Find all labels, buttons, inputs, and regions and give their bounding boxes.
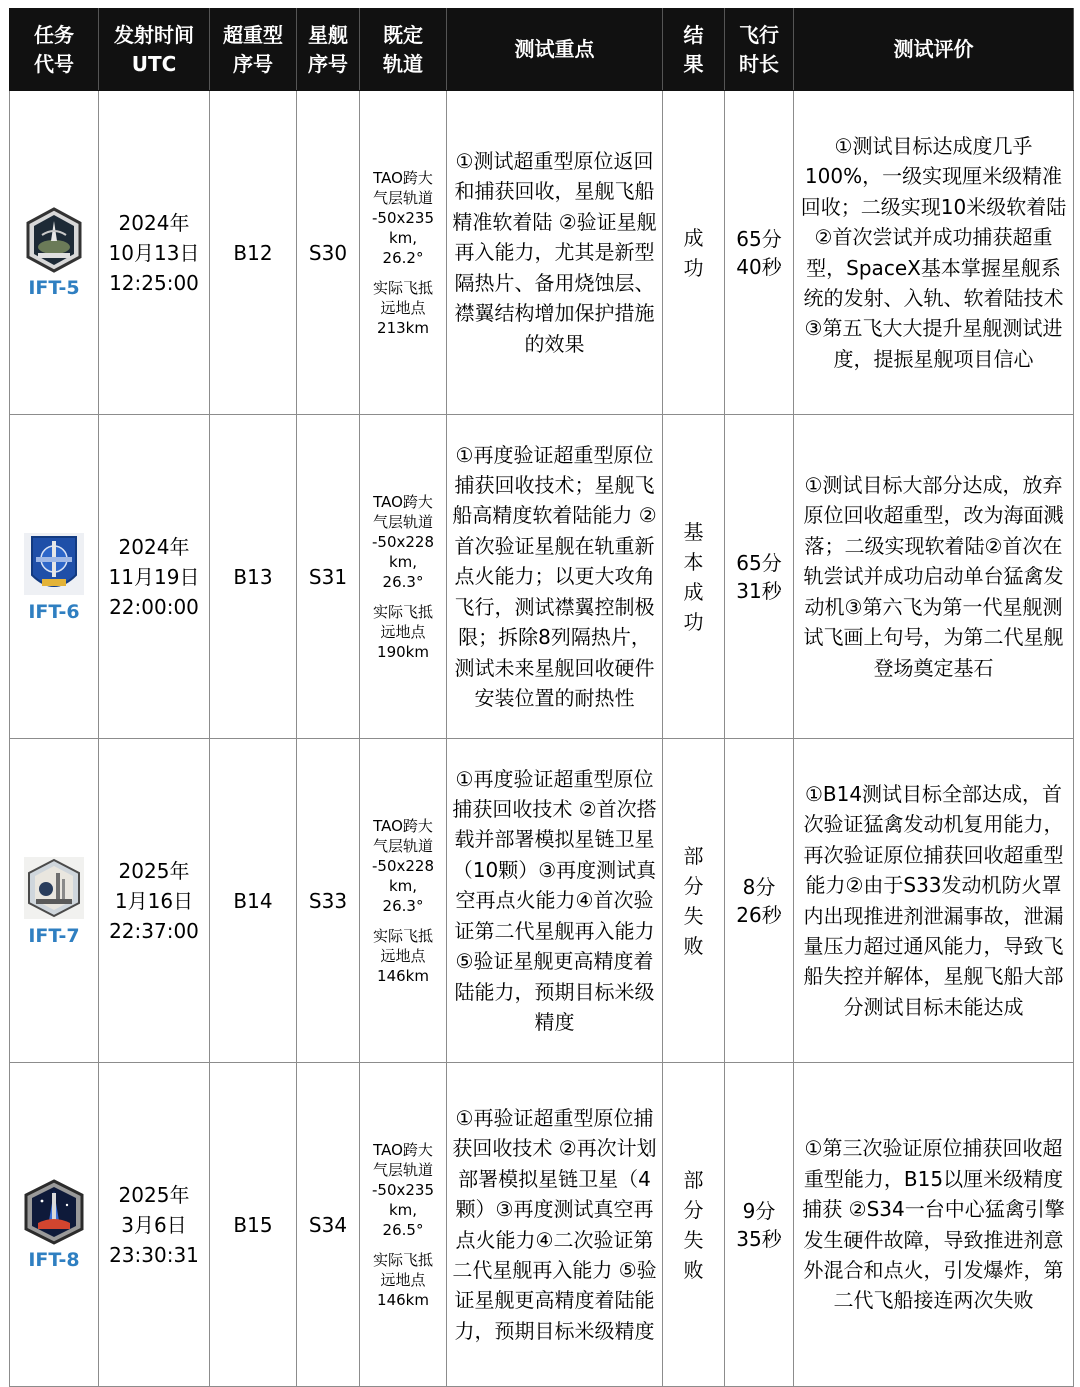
ship-id: S33 bbox=[297, 739, 360, 1063]
header-result: 结 果 bbox=[663, 9, 725, 91]
flight-duration: 65分 40秒 bbox=[725, 91, 794, 415]
launch-time: 2025年 1月16日 22:37:00 bbox=[99, 739, 210, 1063]
orbit-text: TAO跨大 气层轨道 -50x235 km, 26.2° bbox=[371, 168, 434, 267]
header-mission: 任务 代号 bbox=[10, 9, 99, 91]
mission-cell bbox=[10, 1063, 99, 1387]
mission-patch-icon bbox=[22, 1179, 86, 1245]
table-row bbox=[10, 1063, 1074, 1387]
mission-id: IFT-5 bbox=[28, 276, 80, 299]
apogee-text: 实际飞抵 远地点 190km bbox=[372, 602, 433, 661]
mission-cell bbox=[10, 415, 99, 739]
header-focus: 测试重点 bbox=[447, 9, 663, 91]
orbit-cell bbox=[360, 91, 447, 415]
header-evaluation: 测试评价 bbox=[794, 9, 1074, 91]
orbit-text: TAO跨大 气层轨道 -50x228 km, 26.3° bbox=[371, 816, 434, 915]
header-duration: 飞行 时长 bbox=[725, 9, 794, 91]
test-focus: ①再验证超重型原位捕获回收技术 ②再次计划部署模拟星链卫星（4颗）③再度测试真空再点火能力④二次验证第二代星舰再入能力 ⑤验证星舰更高精度着陆能力，预期目标米级精度 bbox=[447, 1063, 663, 1387]
result: 部 分 失 败 bbox=[663, 1063, 725, 1387]
orbit-text: TAO跨大 气层轨道 -50x228 km, 26.3° bbox=[371, 492, 434, 591]
evaluation: ①测试目标达成度几乎100%，一级实现厘米级精准回收；二级实现10米级软着陆 ②首次尝试并成功捕获超重型，SpaceX基本掌握星舰系统的发射、入轨、软着陆技术 ③第五飞大大提升星舰测试进度，提振星舰项目信心 bbox=[794, 91, 1074, 415]
ship-id: S31 bbox=[297, 415, 360, 739]
flight-duration: 9分 35秒 bbox=[725, 1063, 794, 1387]
result: 基 本 成 功 bbox=[663, 415, 725, 739]
evaluation: ①测试目标大部分达成，放弃原位回收超重型，改为海面溅落；二级实现软着陆②首次在轨尝试并成功启动单台猛禽发动机③第六飞为第一代星舰测试飞画上句号，为第二代星舰登场奠定基石 bbox=[794, 415, 1074, 739]
mission-patch-icon bbox=[22, 531, 86, 597]
result: 部 分 失 败 bbox=[663, 739, 725, 1063]
apogee-text: 实际飞抵 远地点 146km bbox=[372, 926, 433, 985]
result: 成 功 bbox=[663, 91, 725, 415]
header-row bbox=[10, 9, 1074, 91]
booster-id: B13 bbox=[210, 415, 297, 739]
mission-cell bbox=[10, 739, 99, 1063]
apogee-text: 实际飞抵 远地点 146km bbox=[372, 1250, 433, 1309]
mission-id: IFT-6 bbox=[28, 600, 80, 623]
header-booster: 超重型 序号 bbox=[210, 9, 297, 91]
flight-test-table bbox=[9, 8, 1074, 1387]
launch-time: 2025年 3月6日 23:30:31 bbox=[99, 1063, 210, 1387]
apogee-text: 实际飞抵 远地点 213km bbox=[372, 278, 433, 337]
test-focus: ①测试超重型原位返回和捕获回收，星舰飞船精准软着陆 ②验证星舰再入能力，尤其是新型隔热片、备用烧蚀层、襟翼结构增加保护措施的效果 bbox=[447, 91, 663, 415]
orbit-cell bbox=[360, 739, 447, 1063]
test-focus: ①再度验证超重型原位捕获回收技术 ②首次搭载并部署模拟星链卫星（10颗）③再度测试真空再点火能力④首次验证第二代星舰再入能力⑤验证星舰更高精度着陆能力，预期目标米级精度 bbox=[447, 739, 663, 1063]
booster-id: B14 bbox=[210, 739, 297, 1063]
orbit-cell bbox=[360, 1063, 447, 1387]
header-launch-time: 发射时间 UTC bbox=[99, 9, 210, 91]
header-orbit: 既定 轨道 bbox=[360, 9, 447, 91]
booster-id: B15 bbox=[210, 1063, 297, 1387]
test-focus: ①再度验证超重型原位捕获回收技术；星舰飞船高精度软着陆能力 ②首次验证星舰在轨重新点火能力；以更大攻角飞行，测试襟翼控制极限；拆除8列隔热片，测试未来星舰回收硬件安装位置的耐热性 bbox=[447, 415, 663, 739]
mission-patch-icon bbox=[22, 207, 86, 273]
orbit-cell bbox=[360, 415, 447, 739]
flight-duration: 8分 26秒 bbox=[725, 739, 794, 1063]
orbit-text: TAO跨大 气层轨道 -50x235 km, 26.5° bbox=[371, 1140, 434, 1239]
booster-id: B12 bbox=[210, 91, 297, 415]
header-ship: 星舰 序号 bbox=[297, 9, 360, 91]
table-row bbox=[10, 739, 1074, 1063]
table-row bbox=[10, 91, 1074, 415]
ship-id: S30 bbox=[297, 91, 360, 415]
table-row bbox=[10, 415, 1074, 739]
flight-duration: 65分 31秒 bbox=[725, 415, 794, 739]
mission-id: IFT-7 bbox=[28, 924, 80, 947]
evaluation: ①第三次验证原位捕获回收超重型能力，B15以厘米级精度捕获 ②S34一台中心猛禽引擎发生硬件故障，导致推进剂意外混合和点火，引发爆炸，第二代飞船接连两次失败 bbox=[794, 1063, 1074, 1387]
mission-patch-icon bbox=[22, 855, 86, 921]
evaluation: ①B14测试目标全部达成，首次验证猛禽发动机复用能力，再次验证原位捕获回收超重型能力②由于S33发动机防火罩内出现推进剂泄漏事故，泄漏量压力超过通风能力，导致飞船失控并解体，星舰飞船大部分测试目标未能达成 bbox=[794, 739, 1074, 1063]
ship-id: S34 bbox=[297, 1063, 360, 1387]
launch-time: 2024年 11月19日 22:00:00 bbox=[99, 415, 210, 739]
launch-time: 2024年 10月13日 12:25:00 bbox=[99, 91, 210, 415]
mission-cell bbox=[10, 91, 99, 415]
mission-id: IFT-8 bbox=[28, 1248, 80, 1271]
